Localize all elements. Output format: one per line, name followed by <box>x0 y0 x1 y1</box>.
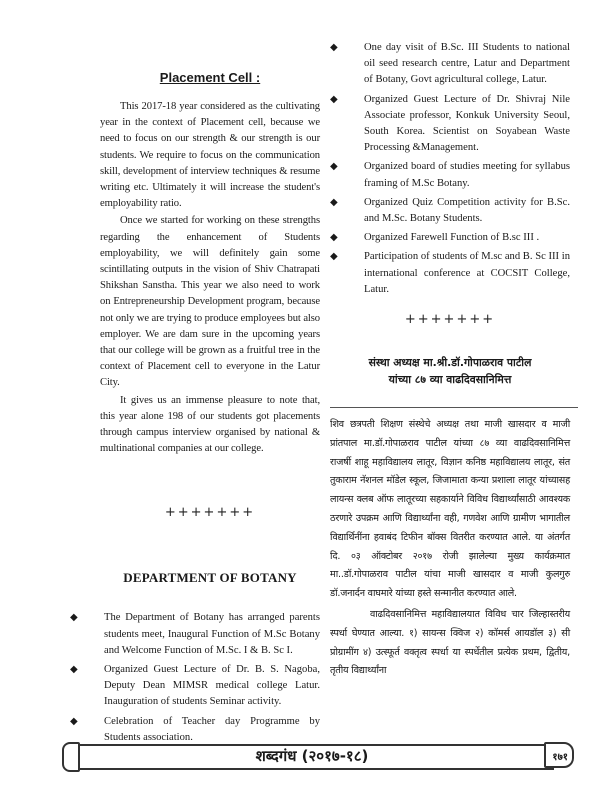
botany-list-left <box>70 610 320 746</box>
diamond-bullet-icon: ◆ <box>70 612 78 624</box>
list-item: ◆ Participation of students of M.sc and B. Sc III in international conference at COCSIT College, Latur. <box>330 251 570 295</box>
scroll-end-right-icon <box>544 742 574 768</box>
diamond-bullet-icon: ◆ <box>70 664 78 676</box>
placement-heading: Placement Cell : <box>159 70 261 85</box>
marathi-article <box>330 416 570 681</box>
list-item: ◆ Organized Guest Lecture of Dr. Shivraj Nile Associate professor, Konkuk University Seoul, South Korea. Scientist on Soyabean Waste Processing &Management. <box>330 93 570 154</box>
marathi-heading-line: यांच्या ८७ व्या वाढदिवसानिमित्त <box>388 372 512 386</box>
heading-rule <box>330 407 578 408</box>
placement-paragraph: Once we started for working on these strengths regarding the enhancement of Students employability, we will definitely gain some scintillating outputs in the vision of Shiv Chatrapati Shikshan Sanstha. This year we also need to work on Entrepreneurship Development program, because not only we are trying to produce employees but also employer. We are dam sure in the upcoming years that our college will be grown as a fruitful tree in the context of Placement cell to everyone in the Latur City. <box>100 215 320 389</box>
diamond-bullet-icon: ◆ <box>330 251 338 263</box>
list-item: ◆ Organized board of studies meeting for syllabus framing of M.Sc Botany. <box>330 161 570 189</box>
page-number: १७१ <box>552 752 568 763</box>
marathi-paragraph: शिव छत्रपती शिक्षण संस्थेचे अध्यक्ष तथा माजी खासदार व माजी प्रांतपाल मा.डॉ.गोपाळराव पाटील यांच्या ८७ व्या वाढदिवसानिमित्त राजर्षी शाहू महाविद्यालय लातूर, विज्ञान कनिष्ठ महाविद्यालय लातूर, संत तुकाराम नॅशनल मॉडेल स्कूल, जिजामाता कन्या प्रशाला लातूर यांच्यासह लायन्स क्लब ऑफ लातूरच्या सहकार्याने विविध विद्यार्थ्यांसाठी आवश्यक ठरणारे उपक्रम आणि विद्यार्थ्यांना वही, गणवेश आणि ग्रामीण भागातील विद्यार्थिनींना हवाबंद टिफीन बॉक्स वितरीत करण्यात आले. या अंतर्गत दि. ०३ ऑक्टोबर २०१७ रोजी झालेल्या मुख्य कार्यक्रमात मा..डॉ.गोपाळराव पाटील यांचा माजी खासदार व माजी कुलगुरु डॉ.जनार्दन वाघमारे यांच्या हस्ते सन्मानीत करण्यात आले. <box>330 419 570 600</box>
right-column <box>330 40 570 389</box>
placement-paragraph: It gives us an immense pleasure to note that, this year alone 198 of our students got placements through campus interview organised by national & multinational companies at our college. <box>100 394 320 455</box>
marathi-heading <box>330 355 570 388</box>
list-item: ◆ The Department of Botany has arranged parents students meet, Inaugural Function of M.Sc Botany and Welcome Function of M.Sc. I & B. Sc I. <box>70 612 320 656</box>
diamond-bullet-icon: ◆ <box>330 196 338 208</box>
list-item: ◆ Celebration of Teacher day Programme by Students association. <box>70 715 320 743</box>
journal-title: शब्दगंध (२०१७-१८) <box>255 747 369 765</box>
botany-heading: DEPARTMENT OF BOTANY <box>123 570 297 586</box>
list-item: ◆ One day visit of B.Sc. III Students to national oil seed research centre, Latur and Department of Botany, Govt agricultural college, Latur. <box>330 42 570 86</box>
list-item: ◆ Organized Quiz Competition activity for B.Sc. and M.Sc. Botany Students. <box>330 196 570 225</box>
marathi-paragraph: वाढदिवसानिमित्त महाविद्यालयात विविध चार जिल्हास्तरीय स्पर्धा घेण्यात आल्या. १) सायन्स क्विज २) कॉमर्स आयडॉल ३) सी प्रोग्रामींग ४) उत्स्फूर्त वक्तृत्व स्पर्धा या स्पर्धेतील प्रत्येक प्रथम, द्वितीय, तृतीय विद्यार्थ्यांना <box>330 608 570 677</box>
diamond-bullet-icon: ◆ <box>330 161 338 173</box>
marathi-heading-line: संस्था अध्यक्ष मा.श्री.डॉ.गोपाळराव पाटील <box>368 356 532 370</box>
diamond-bullet-icon: ◆ <box>330 93 338 105</box>
placement-paragraph: This 2017-18 year considered as the cultivating year in the context of Placement cell, because we need to focus on our strength & our strength is our students. We require to focus on the communication skill, development of interview techniques & resume writing etc. Ultimately it will increase the student's employability ratio. <box>100 101 320 210</box>
diamond-bullet-icon: ◆ <box>330 232 338 244</box>
list-item: ◆ Organized Guest Lecture of Dr. B. S. Nagoba, Deputy Dean MIMSR medical college Latur. Inauguration of students Seminar activity. <box>70 664 320 708</box>
left-column <box>70 70 320 749</box>
section-divider: +++++++ <box>404 312 496 328</box>
page-footer <box>62 744 574 770</box>
list-item: ◆ Organized Farewell Function of B.sc III . <box>330 230 570 246</box>
section-divider: +++++++ <box>164 505 256 521</box>
diamond-bullet-icon: ◆ <box>70 715 78 727</box>
botany-list-right <box>330 40 570 298</box>
diamond-bullet-icon: ◆ <box>330 42 338 53</box>
